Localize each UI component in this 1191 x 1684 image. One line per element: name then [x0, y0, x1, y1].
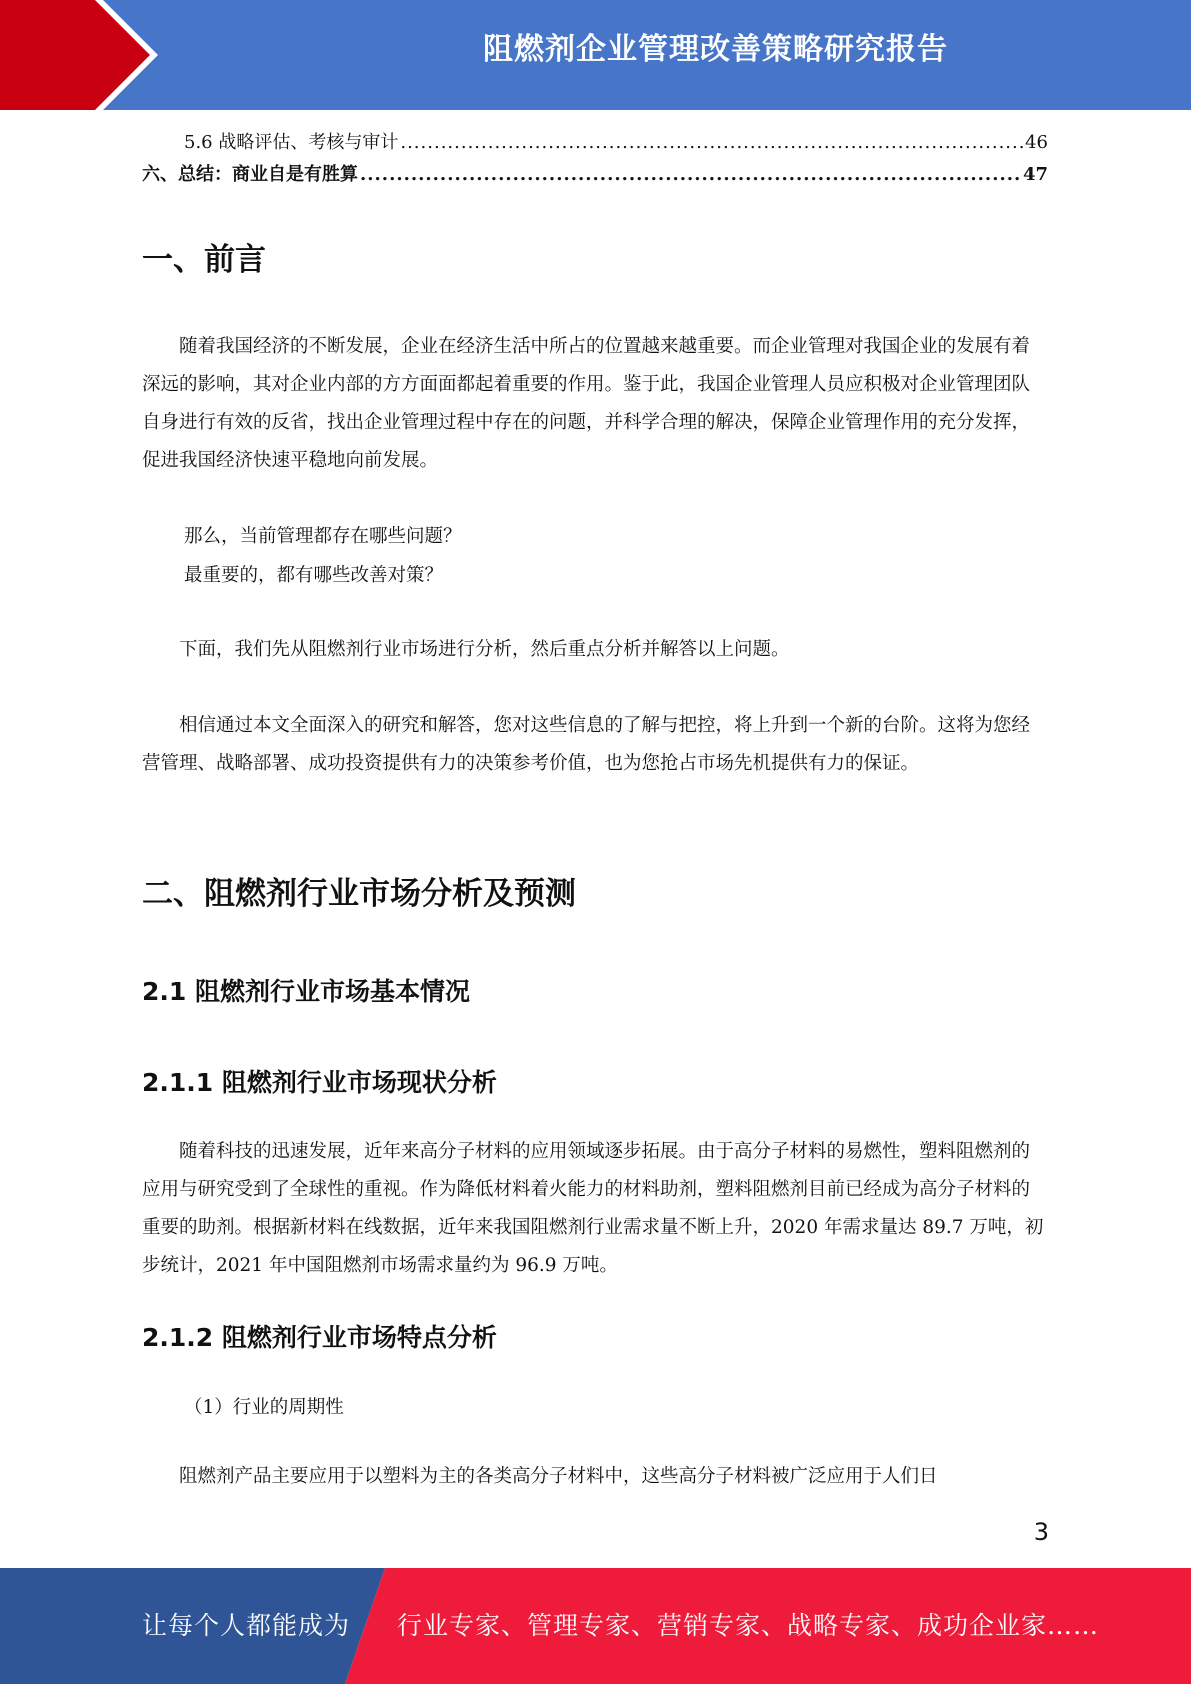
section-title-preface: 一、前言	[142, 242, 266, 278]
footer-slogan-left: 让每个人都能成为	[142, 1611, 351, 1640]
paragraph-preface-2: 下面，我们先从阻燃剂行业市场进行分析，然后重点分析并解答以上问题。	[179, 639, 790, 660]
subsection-title-2-1-2: 2.1.2 阻燃剂行业市场特点分析	[142, 1323, 497, 1352]
table-of-contents	[142, 127, 1048, 191]
toc-label: 六、总结：商业自是有胜算	[142, 164, 358, 185]
section-title-market-analysis: 二、阻燃剂行业市场分析及预测	[142, 876, 576, 912]
subsection-title-2-1-1: 2.1.1 阻燃剂行业市场现状分析	[142, 1068, 497, 1097]
paragraph-2-1-1: 随着科技的迅速发展，近年来高分子材料的应用领域逐步拓展。由于高分子材料的易燃性，塑料阻燃剂的应用与研究受到了全球性的重视。作为降低材料着火能力的材料助剂，塑料阻燃剂目前已经成为高分子材料的重要的助剂。根据新材料在线数据，近年来我国阻燃剂行业需求量不断上升，2020 年需求量达 89.7 万吨，初步统计，2021 年中国阻燃剂市场需求量约为 96.9 万吨。	[142, 1141, 1044, 1276]
question-line-1: 那么，当前管理都存在哪些问题？	[184, 526, 462, 547]
toc-page: 46	[1025, 132, 1048, 153]
page-header	[0, 0, 1191, 110]
paragraph-preface-3: 相信通过本文全面深入的研究和解答，您对这些信息的了解与把控，将上升到一个新的台阶。这将为您经营管理、战略部署、成功投资提供有力的决策参考价值，也为您抢占市场先机提供有力的保证。	[142, 715, 1031, 774]
toc-leader	[360, 159, 1021, 191]
toc-page: 47	[1022, 164, 1048, 185]
toc-row[interactable]	[142, 127, 1048, 159]
page-footer	[0, 1568, 1191, 1684]
header-title: 阻燃剂企业管理改善策略研究报告	[483, 32, 948, 67]
toc-label: 5.6 战略评估、考核与审计	[184, 132, 399, 153]
toc-row[interactable]	[142, 159, 1048, 191]
question-line-2: 最重要的，都有哪些改善对策？	[184, 565, 444, 586]
paragraph-2-1-2: 阻燃剂产品主要应用于以塑料为主的各类高分子材料中，这些高分子材料被广泛应用于人们日	[179, 1466, 938, 1487]
toc-leader	[400, 127, 1023, 159]
subsection-title-2-1: 2.1 阻燃剂行业市场基本情况	[142, 977, 470, 1006]
paragraph-preface-1: 随着我国经济的不断发展，企业在经济生活中所占的位置越来越重要。而企业管理对我国企业的发展有着深远的影响，其对企业内部的方方面面都起着重要的作用。鉴于此，我国企业管理人员应积极对企业管理团队自身进行有效的反省，找出企业管理过程中存在的问题，并科学合理的解决，保障企业管理作用的充分发挥，促进我国经济快速平稳地向前发展。	[142, 336, 1031, 471]
list-item-cyclicality: （1）行业的周期性	[184, 1397, 344, 1418]
footer-slogan-right: 行业专家、管理专家、营销专家、战略专家、成功企业家……	[397, 1611, 1100, 1640]
page-number: 3	[1033, 1518, 1049, 1546]
